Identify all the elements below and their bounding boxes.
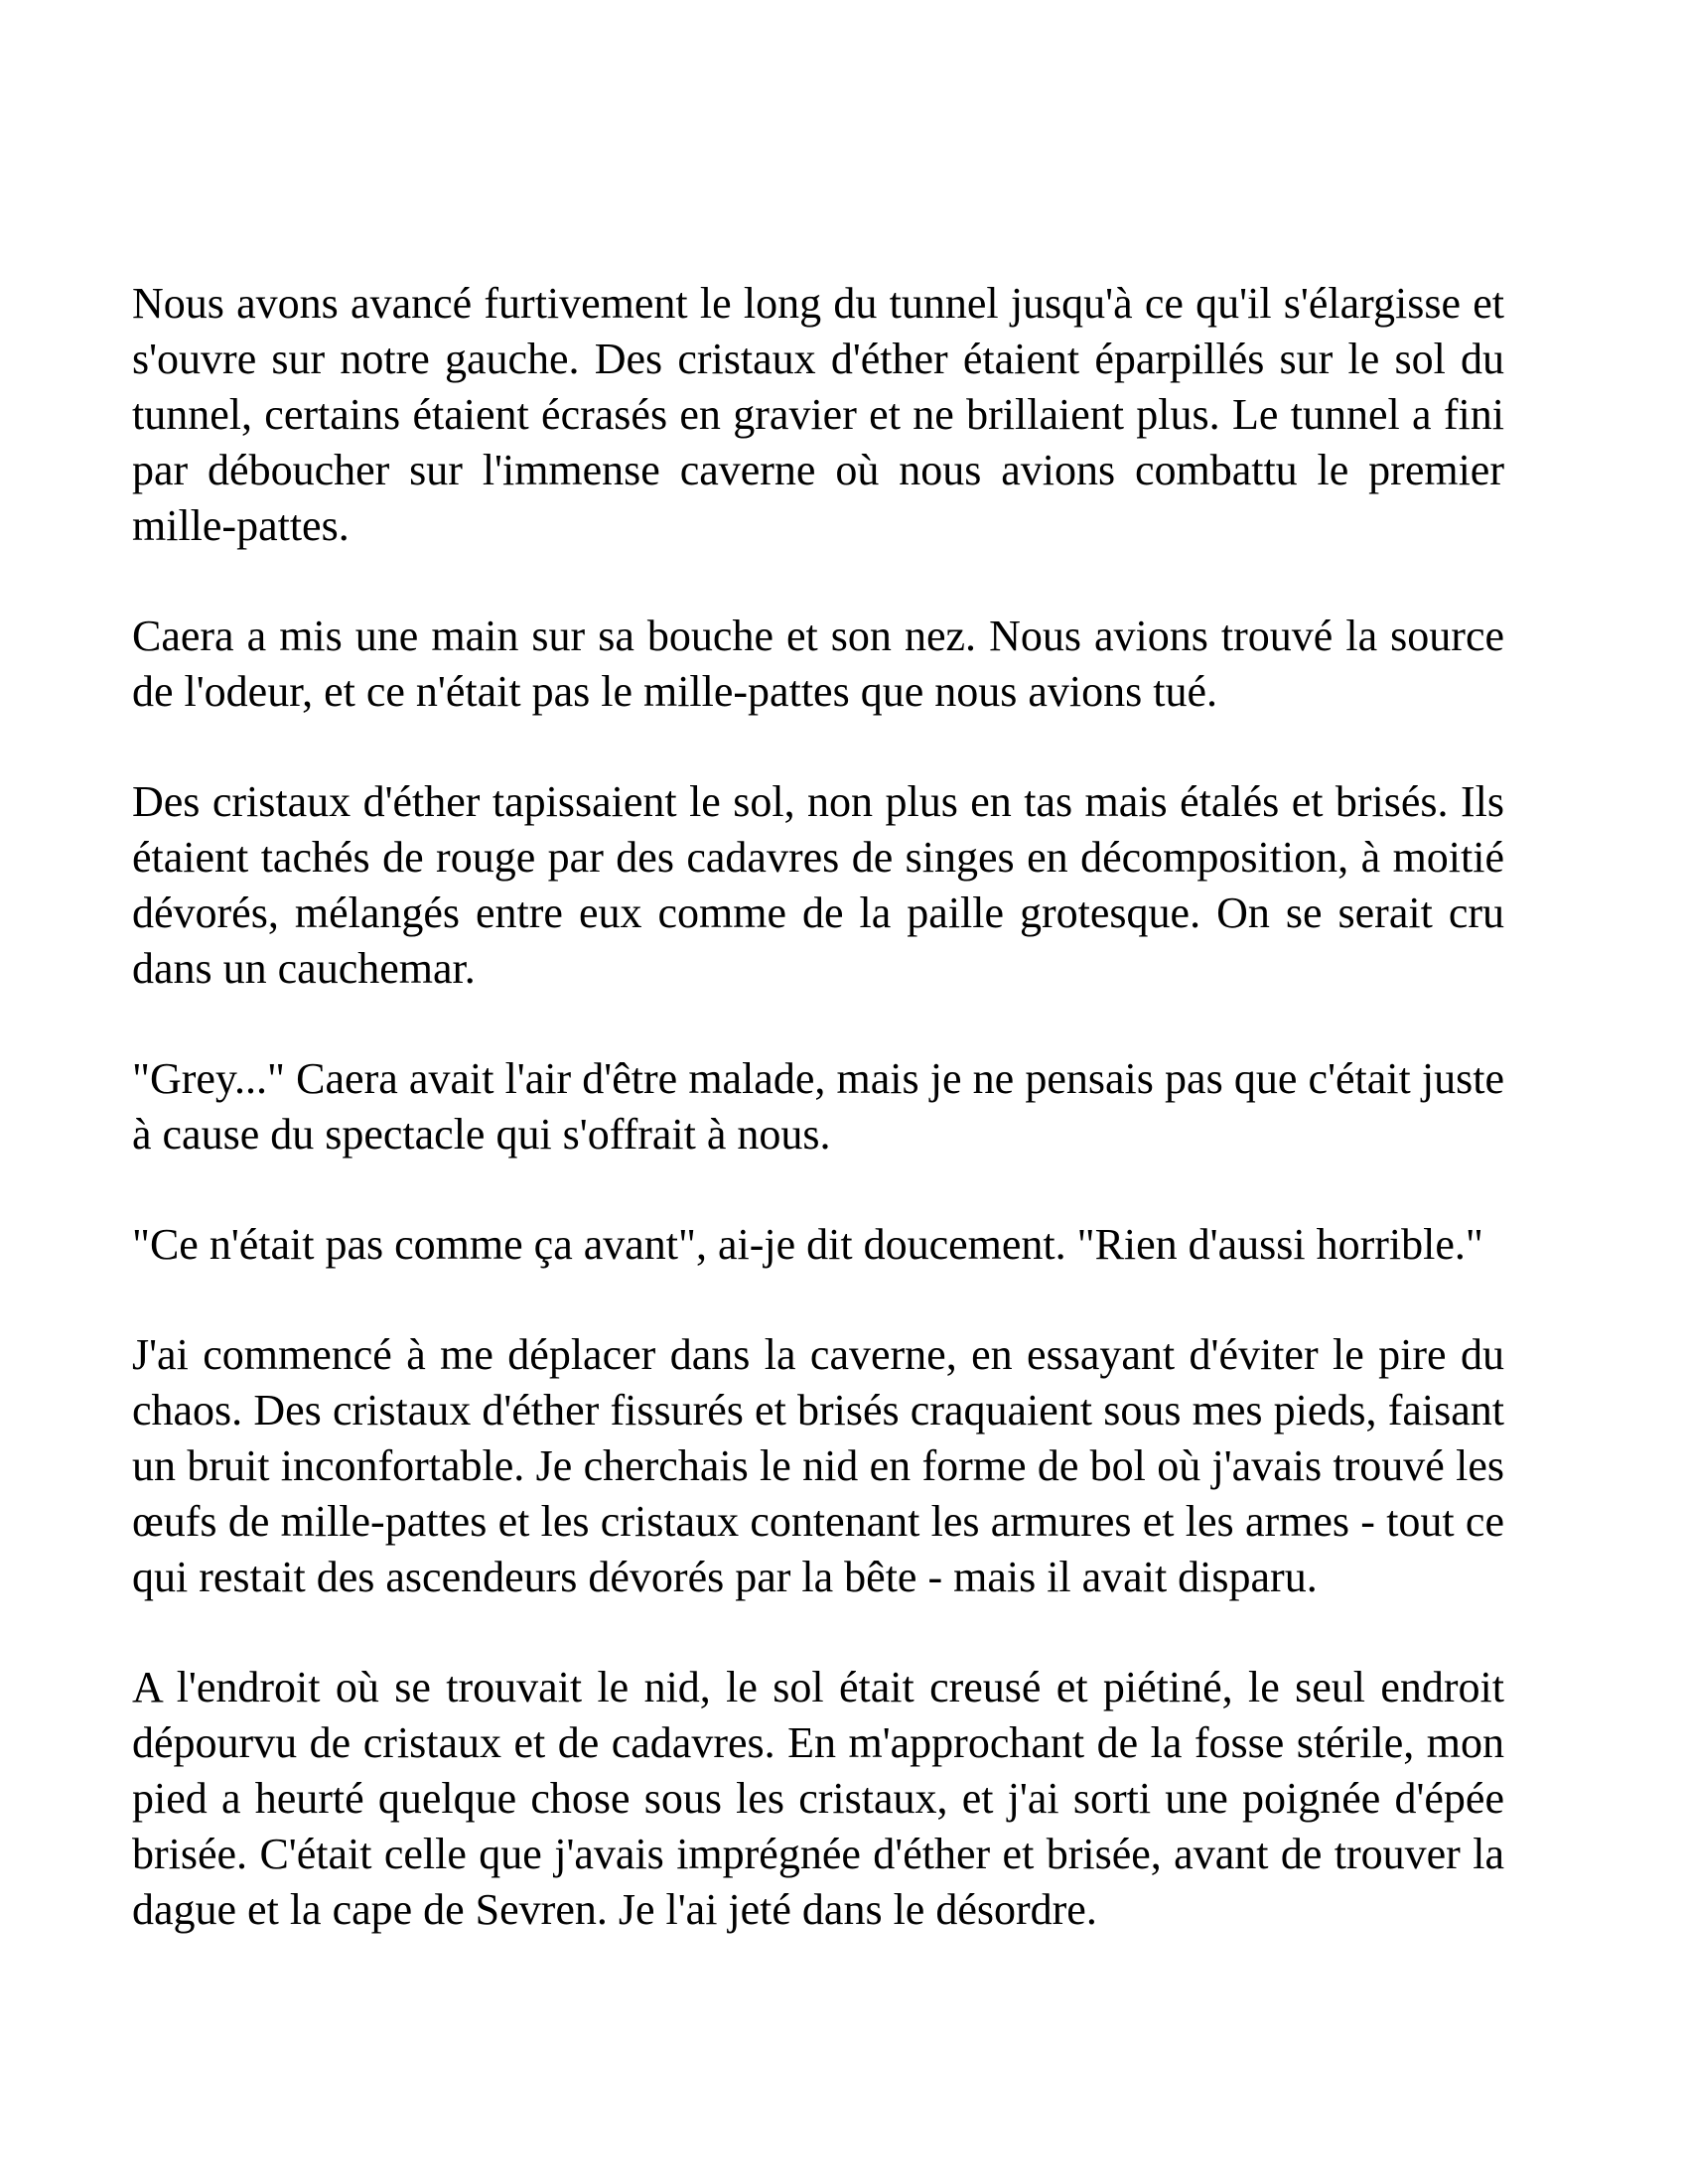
- paragraph: "Ce n'était pas comme ça avant", ai-je dit doucement. "Rien d'aussi horrible.": [132, 1220, 1483, 1269]
- text-content: [132, 276, 1504, 1938]
- paragraph: "Grey..." Caera avait l'air d'être malade, mais je ne pensais pas que c'était juste à cause du spectacle qui s'offrait à nous.: [132, 1054, 1504, 1159]
- paragraph: Caera a mis une main sur sa bouche et son nez. Nous avions trouvé la source de l'odeur, et ce n'était pas le mille-pattes que nous avions tué.: [132, 612, 1504, 716]
- paragraph: J'ai commencé à me déplacer dans la caverne, en essayant d'éviter le pire du chaos. Des cristaux d'éther fissurés et brisés craquaient sous mes pieds, faisant un bruit inconfortable. Je cherchais le nid en forme de bol où j'avais trouvé les œufs de mille-pattes et les cristaux contenant les armures et les armes - tout ce qui restait des ascendeurs dévorés par la bête - mais il avait disparu.: [132, 1330, 1504, 1601]
- paragraph: Des cristaux d'éther tapissaient le sol, non plus en tas mais étalés et brisés. Ils étaient tachés de rouge par des cadavres de singes en décomposition, à moitié dévorés, mélangés entre eux comme de la paille grotesque. On se serait cru dans un cauchemar.: [132, 777, 1504, 993]
- paragraph: Nous avons avancé furtivement le long du tunnel jusqu'à ce qu'il s'élargisse et s'ouvre sur notre gauche. Des cristaux d'éther étaient éparpillés sur le sol du tunnel, certains étaient écrasés en gravier et ne brillaient plus. Le tunnel a fini par déboucher sur l'immense caverne où nous avions combattu le premier mille-pattes.: [132, 279, 1504, 550]
- paragraph: A l'endroit où se trouvait le nid, le sol était creusé et piétiné, le seul endroit dépourvu de cristaux et de cadavres. En m'approchant de la fosse stérile, mon pied a heurté quelque chose sous les cristaux, et j'ai sorti une poignée d'épée brisée. C'était celle que j'avais imprégnée d'éther et brisée, avant de trouver la dague et la cape de Sevren. Je l'ai jeté dans le désordre.: [132, 1663, 1504, 1934]
